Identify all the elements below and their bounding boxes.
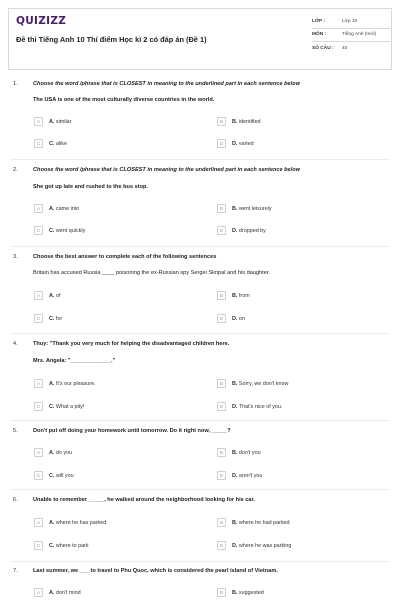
meta-row-class: [312, 15, 390, 29]
option-text: What a pity!: [55, 403, 85, 410]
option-c[interactable]: [34, 470, 74, 481]
option-a[interactable]: [34, 587, 81, 598]
option-label: C.: [49, 315, 55, 322]
question-divider: [10, 489, 390, 490]
question-divider: [10, 333, 390, 334]
option-text: went leisurely: [238, 205, 272, 212]
question-prompt: Choose the word /phrase that is CLOSEST in meaning to the underlined part in each sentence below: [33, 81, 300, 87]
option-letter-box: C: [34, 541, 43, 550]
question-stem: Britain has accused Russia ____ poisoning the ex-Russian spy Sergei Skripal and his daughter.: [33, 270, 270, 276]
meta-value: 40: [342, 46, 348, 52]
question-number: 5.: [13, 428, 18, 434]
option-label: C.: [49, 472, 55, 479]
option-label: B.: [232, 292, 238, 299]
option-letter-box: B: [217, 204, 226, 213]
option-letter-box: C: [34, 226, 43, 235]
option-letter-box: A: [34, 204, 43, 213]
option-a[interactable]: [34, 116, 71, 127]
option-label: A.: [49, 292, 55, 299]
option-text: came into: [55, 205, 80, 212]
option-label: B.: [232, 449, 238, 456]
option-text: identified: [238, 118, 261, 125]
option-text: where he was parking: [238, 542, 292, 549]
option-letter-box: A: [34, 291, 43, 300]
option-letter-box: A: [34, 117, 43, 126]
option-text: where he had parked: [238, 519, 290, 526]
option-label: C.: [49, 227, 55, 234]
question-number: 2.: [13, 167, 18, 173]
option-a[interactable]: [34, 203, 79, 214]
question-divider: [10, 159, 390, 160]
option-text: similar: [55, 118, 72, 125]
option-text: aren't you: [238, 472, 263, 479]
option-text: where he has parked: [55, 519, 107, 526]
question-stem: She got up late and rushed to the bus stop.: [33, 184, 148, 190]
option-d[interactable]: [217, 313, 245, 324]
option-label: C.: [49, 403, 55, 410]
option-text: will you: [55, 472, 74, 479]
option-b[interactable]: [217, 290, 250, 301]
option-label: D.: [232, 542, 238, 549]
option-letter-box: D: [217, 139, 226, 148]
option-text: don't you: [238, 449, 261, 456]
option-text: of: [55, 292, 61, 299]
question-prompt: Choose the word /phrase that is CLOSEST in meaning to the underlined part in each sentence below: [33, 167, 300, 173]
meta-label: MÔN :: [312, 32, 327, 38]
worksheet-title: Đề thi Tiếng Anh 10 Thí điểm Học kì 2 có đáp án (Đề 1): [16, 35, 207, 44]
option-letter-box: C: [34, 139, 43, 148]
question-stem: The USA is one of the most culturally diverse countries in the world.: [33, 97, 215, 103]
option-letter-box: B: [217, 448, 226, 457]
worksheet-meta: [312, 15, 390, 56]
option-c[interactable]: [34, 313, 62, 324]
option-letter-box: B: [217, 379, 226, 388]
option-b[interactable]: [217, 517, 290, 528]
quizizz-logo[interactable]: QUIZIZZ: [16, 15, 67, 27]
question-prompt: Last summer, we ___ to travel to Phu Quoc, which is considered the pearl island of Vietnam.: [33, 568, 278, 574]
option-label: A.: [49, 589, 55, 596]
option-c[interactable]: [34, 225, 85, 236]
option-b[interactable]: [217, 116, 261, 127]
option-text: varied: [238, 140, 254, 147]
question-prompt: Unable to remember _____, he walked around the neighborhood looking for his car.: [33, 497, 255, 503]
question-divider: [10, 561, 390, 562]
option-text: on: [238, 315, 245, 322]
option-label: A.: [49, 205, 55, 212]
option-label: C.: [49, 140, 55, 147]
option-letter-box: C: [34, 402, 43, 411]
option-d[interactable]: [217, 138, 254, 149]
option-letter-box: A: [34, 518, 43, 527]
meta-row-question-count: [312, 42, 390, 56]
option-text: alike: [55, 140, 67, 147]
option-label: B.: [232, 589, 238, 596]
option-label: D.: [232, 140, 238, 147]
option-text: where to park: [55, 542, 89, 549]
question-divider: [10, 246, 390, 247]
question-stem: Mrs. Angela: "_____________.": [33, 358, 116, 364]
option-letter-box: B: [217, 291, 226, 300]
option-label: A.: [49, 519, 55, 526]
option-letter-box: D: [217, 402, 226, 411]
option-letter-box: B: [217, 588, 226, 597]
option-text: went quickly: [55, 227, 86, 234]
worksheet-header: [8, 8, 392, 70]
option-b[interactable]: [217, 203, 272, 214]
option-d[interactable]: [217, 225, 266, 236]
meta-label: LỚP :: [312, 18, 326, 24]
option-label: A.: [49, 449, 55, 456]
question-prompt: Thuy: "Thank you very much for helping the disadvantaged children here.: [33, 341, 230, 347]
option-a[interactable]: [34, 517, 106, 528]
option-c[interactable]: [34, 138, 67, 149]
option-letter-box: A: [34, 379, 43, 388]
option-label: D.: [232, 315, 238, 322]
option-c[interactable]: [34, 540, 89, 551]
question-divider: [10, 420, 390, 421]
option-label: B.: [232, 205, 238, 212]
option-label: A.: [49, 380, 55, 387]
option-label: B.: [232, 519, 238, 526]
option-text: It's our pleasure.: [55, 380, 96, 387]
option-text: dropped by: [238, 227, 266, 234]
option-text: for: [55, 315, 63, 322]
option-text: Sorry, we don't know: [238, 380, 289, 387]
meta-label: SỐ CÂU :: [312, 46, 334, 52]
option-text: That's nice of you.: [238, 403, 283, 410]
option-letter-box: D: [217, 541, 226, 550]
option-b[interactable]: [217, 587, 264, 598]
option-letter-box: D: [217, 226, 226, 235]
option-label: C.: [49, 542, 55, 549]
option-text: from: [238, 292, 250, 299]
option-label: B.: [232, 118, 238, 125]
option-c[interactable]: [34, 401, 84, 412]
option-label: A.: [49, 118, 55, 125]
option-letter-box: D: [217, 314, 226, 323]
question-number: 3.: [13, 254, 18, 260]
question-number: 4.: [13, 341, 18, 347]
option-letter-box: B: [217, 117, 226, 126]
option-label: B.: [232, 380, 238, 387]
option-letter-box: D: [217, 471, 226, 480]
meta-value: Tiếng Anh (mới): [342, 32, 377, 38]
option-label: D.: [232, 403, 238, 410]
question-prompt: Choose the best answer to complete each of the following sentences: [33, 254, 217, 260]
option-label: D.: [232, 227, 238, 234]
question-number: 6.: [13, 497, 18, 503]
option-a[interactable]: [34, 378, 96, 389]
option-letter-box: C: [34, 314, 43, 323]
meta-row-subject: [312, 29, 390, 43]
option-text: suggested: [238, 589, 264, 596]
option-letter-box: A: [34, 588, 43, 597]
option-letter-box: B: [217, 518, 226, 527]
option-label: D.: [232, 472, 238, 479]
option-a[interactable]: [34, 290, 60, 301]
option-a[interactable]: [34, 447, 72, 458]
option-b[interactable]: [217, 447, 261, 458]
option-letter-box: A: [34, 448, 43, 457]
question-number: 1.: [13, 81, 18, 87]
option-b[interactable]: [217, 378, 288, 389]
option-d[interactable]: [217, 470, 262, 481]
question-prompt: Don't put off doing your homework until tomorrow. Do it right now, _____?: [33, 428, 231, 434]
option-d[interactable]: [217, 401, 282, 412]
option-text: do you: [55, 449, 73, 456]
option-d[interactable]: [217, 540, 291, 551]
option-letter-box: C: [34, 471, 43, 480]
meta-value: Lớp 10: [342, 18, 358, 24]
option-text: don't mind: [55, 589, 81, 596]
question-number: 7.: [13, 568, 18, 574]
